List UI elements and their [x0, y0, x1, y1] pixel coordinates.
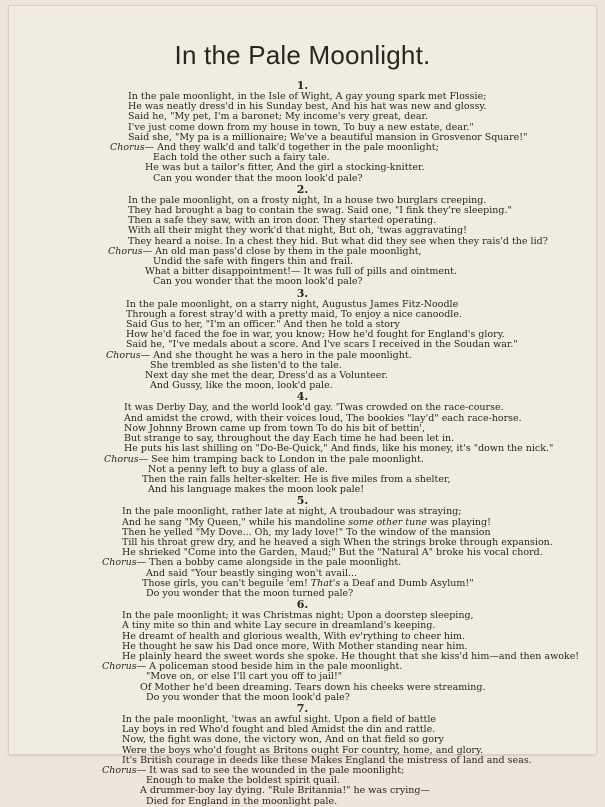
lyric-text: He was but a tailor's fitter, And the girl a stocking-knitter. [145, 162, 425, 174]
stanza [0, 495, 605, 599]
lyric-text: Do you wonder that the moon look'd pale? [146, 691, 350, 703]
chorus-label: Chorus— [106, 349, 151, 361]
lyric-text: And Gussy, like the moon, look'd pale. [150, 380, 333, 392]
stanza-number: 6. [296, 598, 309, 612]
lyric-text: Can you wonder that the moon look'd pale? [153, 276, 363, 288]
lyric-text: He shrieked "Come into the Garden, Maud;" But the "Natural A" broke his vocal chord. [122, 547, 543, 559]
stanza-number: 2. [296, 182, 309, 196]
lyric-text: She trembled as she listen'd to the tale. [150, 359, 342, 371]
lyric-text: What a bitter disappointment!— It was full of pills and ointment. [145, 266, 457, 278]
lyric-text: Said he, "My pet, I'm a baronet; My income's very great, dear. [128, 111, 429, 123]
lyric-text: An old man pass'd close by them in the pale moonlight, [152, 245, 422, 257]
stanza-number: 4. [296, 390, 309, 404]
stanza [0, 599, 605, 703]
stanza [0, 288, 605, 392]
stanza [0, 703, 605, 807]
lyric-text: It's British courage in deeds like these Makes England the mistress of land and seas. [122, 754, 532, 766]
lyric-text: Then a safe they saw, with an iron door. They started operating. [128, 215, 437, 227]
lyric-text: Till his throat grew dry, and he heaved a sigh When the strings broke through expansion. [122, 536, 553, 548]
lyric-text: Of Mother he'd been dreaming. Tears down his cheeks were streaming. [140, 681, 486, 693]
lyric-text: Said Gus to her, "I'm an officer." And then he told a story [126, 319, 400, 331]
stanza [0, 80, 605, 184]
chorus-label: Chorus— [108, 245, 153, 257]
stanza [0, 391, 605, 495]
lyric-text: And said "Your beastly singing won't avail... [146, 567, 358, 579]
lyric-text: They heard a noise. In a chest they hid. But what did they see when they rais'd the lid? [128, 235, 548, 247]
lyric-text: Now, the fight was done, the victory won, And on that field so gory [122, 734, 444, 746]
stanza-number: 5. [296, 494, 309, 508]
lyric-text: They had brought a bag to contain the swag. Said one, "I fink they're sleeping." [128, 205, 512, 217]
lyric-text: See him tramping back to London in the pale moonlight. [148, 453, 424, 465]
lyric-text: Those girls, you can't beguile 'em! That's a Deaf and Dumb Asylum!" [142, 577, 474, 589]
lyric-text: Were the boys who'd fought as Britons ought For country, home, and glory. [122, 744, 484, 756]
lyric-text: A policeman stood beside him in the pale moonlight. [146, 661, 403, 673]
lyric-text: In the pale moonlight, rather late at night, A troubadour was straying; [122, 506, 462, 518]
lyric-text: It was sad to see the wounded in the pale moonlight; [146, 764, 405, 776]
lyric-text: How he'd faced the foe in war, you know; How he'd fought for England's glory. [126, 329, 505, 341]
lyric-text: Next day she met the dear, Dress'd as a Volunteer. [145, 370, 388, 382]
lyric-text: In the pale moonlight, on a frosty night, In a house two burglars creeping. [128, 194, 487, 206]
lyric-text: He thought he saw his Dad once more, With Mother standing near him. [122, 640, 468, 652]
stanza-number: 3. [296, 286, 309, 300]
chorus-label: Chorus— [102, 557, 147, 569]
lyric-text: In the pale moonlight, 'twas an awful sight. Upon a field of battle [122, 713, 436, 725]
lyric-text: And his language makes the moon look pale! [148, 484, 365, 496]
lyric-text: Not a penny left to buy a glass of ale. [148, 463, 328, 475]
lyrics-body [0, 80, 605, 807]
lyric-text: Do you wonder that the moon turned pale? [146, 587, 354, 599]
lyric-text: In the pale moonlight; it was Christmas night; Upon a doorstep sleeping, [122, 610, 474, 622]
lyric-text: Then a bobby came alongside in the pale moonlight. [146, 557, 402, 569]
lyric-text: Now Johnny Brown came up from town To do his bit of bettin', [124, 422, 425, 434]
lyric-text: But strange to say, throughout the day Each time he had been let in. [124, 433, 455, 445]
lyric-text: And she thought he was a hero in the pale moonlight. [150, 349, 412, 361]
lyric-text: He dreamt of health and glorious wealth, With ev'rything to cheer him. [122, 630, 466, 642]
stanza-number: 1. [296, 79, 309, 92]
stanza [0, 184, 605, 288]
lyric-text: And amidst the crowd, with their voices loud, The bookies "lay'd" each race-horse. [124, 412, 522, 424]
lyric-text: It was Derby Day, and the world look'd gay. 'Twas crowded on the race-course. [124, 402, 504, 414]
lyric-text: "Move on, or else I'll cart you off to jail!" [146, 671, 343, 683]
lyric-text: Said he, "I've medals about a score. And I've scars I received in the Soudan war." [126, 339, 518, 351]
stanza-number: 7. [296, 701, 309, 715]
lyric-text: He plainly heard the sweet words she spoke. He thought that she kiss'd him—and then awoke! [122, 650, 580, 662]
chorus-label: Chorus— [104, 453, 149, 465]
lyric-text: Each told the other such a fairy tale. [153, 152, 330, 164]
lyric-text: Can you wonder that the moon look'd pale? [153, 172, 363, 184]
lyric-line [0, 797, 605, 807]
lyric-text: Then the rain falls helter-skelter. He is five miles from a shelter, [142, 473, 451, 485]
song-title: In the Pale Moonlight. [174, 40, 431, 70]
chorus-label: Chorus— [102, 764, 147, 776]
lyric-text: Lay boys in red Who'd fought and bled Amidst the din and rattle. [122, 724, 436, 736]
lyric-text: Enough to make the boldest spirit quail. [146, 775, 340, 787]
lyric-text: And he sang "My Queen," while his mandoline some other tune was playing! [122, 516, 491, 528]
lyric-text: With all their might they work'd that night, But oh, 'twas aggravating! [128, 225, 467, 237]
lyric-text: Through a forest stray'd with a pretty maid, To enjoy a nice canoodle. [126, 308, 462, 320]
lyric-text: He was neatly dress'd in his Sunday best, And his hat was new and glossy. [128, 101, 487, 113]
lyric-text: Died for England in the moonlight pale. [146, 795, 338, 807]
chorus-label: Chorus— [110, 142, 155, 154]
lyric-text: Undid the safe with fingers thin and frail. [153, 256, 354, 268]
lyric-text: He puts his last shilling on "Do-Be-Quick," And finds, like his money, it's "down the nick." [124, 443, 554, 455]
lyric-text: A tiny mite so thin and white Lay secure in dreamland's keeping. [122, 620, 436, 632]
lyric-text: And they walk'd and talk'd together in the pale moonlight; [154, 142, 439, 154]
lyric-text: Said she, "My pa is a millionaire; We've a beautiful mansion in Grosvenor Square!" [128, 131, 528, 143]
lyric-text: Then he yelled "My Dove... Oh, my lady love!" To the window of the mansion [122, 526, 491, 538]
lyric-text: In the pale moonlight, in the Isle of Wight, A gay young spark met Flossie; [128, 91, 487, 102]
lyric-text: A drummer-boy lay dying. "Rule Britannia!" he was crying— [140, 785, 430, 797]
lyric-text: In the pale moonlight, on a starry night, Augustus James Fitz-Noodle [126, 298, 459, 310]
lyric-text: I've just come down from my house in town, To buy a new estate, dear." [128, 121, 474, 133]
chorus-label: Chorus— [102, 661, 147, 673]
